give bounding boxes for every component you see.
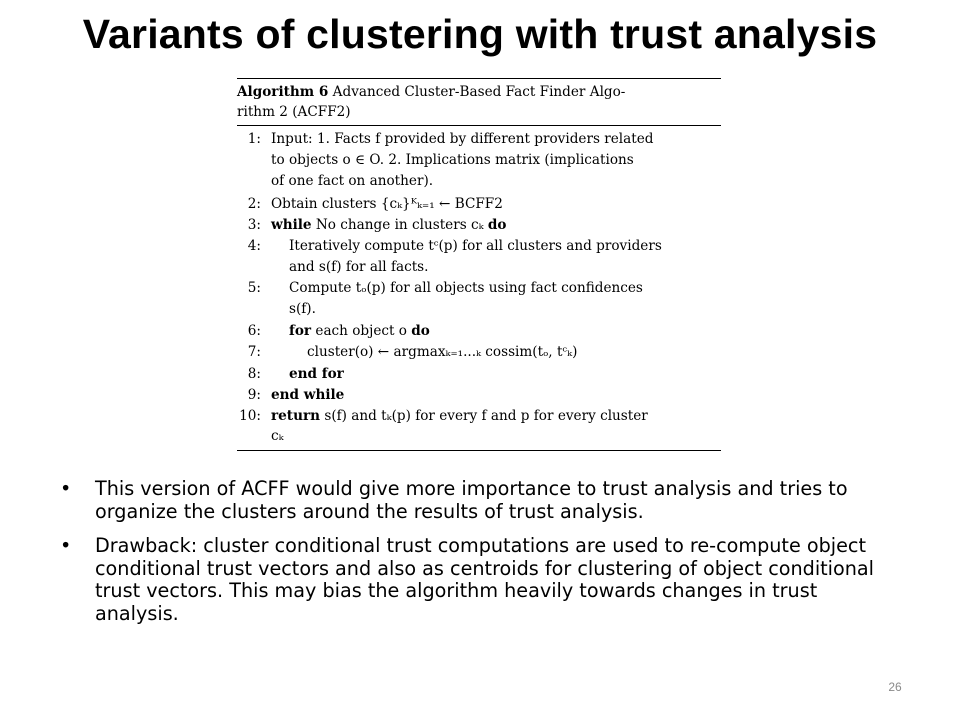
algorithm-line [237,150,721,171]
line-number: 9: [247,387,261,403]
algorithm-caption-rule [237,125,721,126]
line-body: No change in clusters cₖ [311,217,488,233]
bullet-marker: • [60,477,72,500]
line-number: 6: [247,323,261,339]
line-body: each object o [311,323,412,339]
algorithm-box [237,78,721,451]
algorithm-line [237,257,721,278]
line-text: cluster(o) ← argmaxₖ₌₁...ₖ cossim(tₒ, tᶜₖ) [307,344,578,360]
algorithm-line [237,385,721,406]
line-text: Iteratively compute tᶜ(p) for all clusters and providers [289,238,662,254]
bullet-marker: • [60,534,72,558]
line-text [271,385,344,406]
page-number: 26 [888,680,902,694]
bullet-text: This version of ACFF would give more importance to trust analysis and tries to organize the clusters around the results of trust analysis. [95,477,848,523]
line-text [271,406,648,427]
algorithm-line [237,236,721,257]
algorithm-bottom-rule [237,450,721,451]
algorithm-line [237,321,721,342]
algorithm-line [237,129,721,150]
line-body: s(f) and tₖ(p) for every f and p for every cluster [320,408,648,424]
algorithm-line [237,278,721,299]
line-text: Obtain clusters {cₖ}ᴷₖ₌₁ ← BCFF2 [271,196,503,212]
line-number: 2: [247,196,261,212]
algorithm-line [237,406,721,427]
line-number: 4: [247,238,261,254]
line-number: 8: [247,366,261,382]
line-number: 7: [247,344,261,360]
algorithm-line [237,426,721,447]
line-text: Compute tₒ(p) for all objects using fact confidences [289,280,643,296]
line-number: 1: [247,131,261,147]
line-text [271,215,506,236]
keyword: do [487,217,507,233]
keyword: while [271,217,312,233]
algorithm-line [237,194,721,215]
keyword: for [289,323,312,339]
line-text: of one fact on another). [271,173,434,189]
bullet-list [60,478,890,638]
line-number: 10: [239,408,261,424]
line-text [289,364,344,385]
bullet-item [60,535,890,625]
algorithm-line [237,171,721,192]
algorithm-caption [237,82,721,122]
keyword: end while [271,387,345,403]
bullet-text: Drawback: cluster conditional trust computations are used to re-compute object conditional trust vectors and also as centroids for clustering of object conditional trust vectors. This may bias the algorithm heavily towards changes in trust analysis. [95,534,875,625]
algorithm-line [237,342,721,363]
line-text [289,321,430,342]
algorithm-label: Algorithm 6 [237,84,329,100]
line-text: s(f). [289,301,316,317]
algorithm-caption-line2: rithm 2 (ACFF2) [237,104,351,120]
algorithm-caption-line1: Advanced Cluster-Based Fact Finder Algo- [328,84,626,100]
line-text: to objects o ∈ O. 2. Implications matrix (implications [271,152,634,168]
slide-title: Variants of clustering with trust analysis [82,11,878,57]
keyword: do [411,323,430,339]
line-number: 3: [247,217,261,233]
line-text: and s(f) for all facts. [289,259,429,275]
algorithm-line [237,364,721,385]
algorithm-top-rule [237,78,721,79]
algorithm-line [237,215,721,236]
keyword: end for [289,366,344,382]
line-number: 5: [247,280,261,296]
algorithm-line [237,299,721,320]
line-text: cₖ [271,428,284,444]
keyword: return [271,408,321,424]
bullet-item [60,478,890,523]
line-text: Input: 1. Facts f provided by different providers related [271,131,654,147]
